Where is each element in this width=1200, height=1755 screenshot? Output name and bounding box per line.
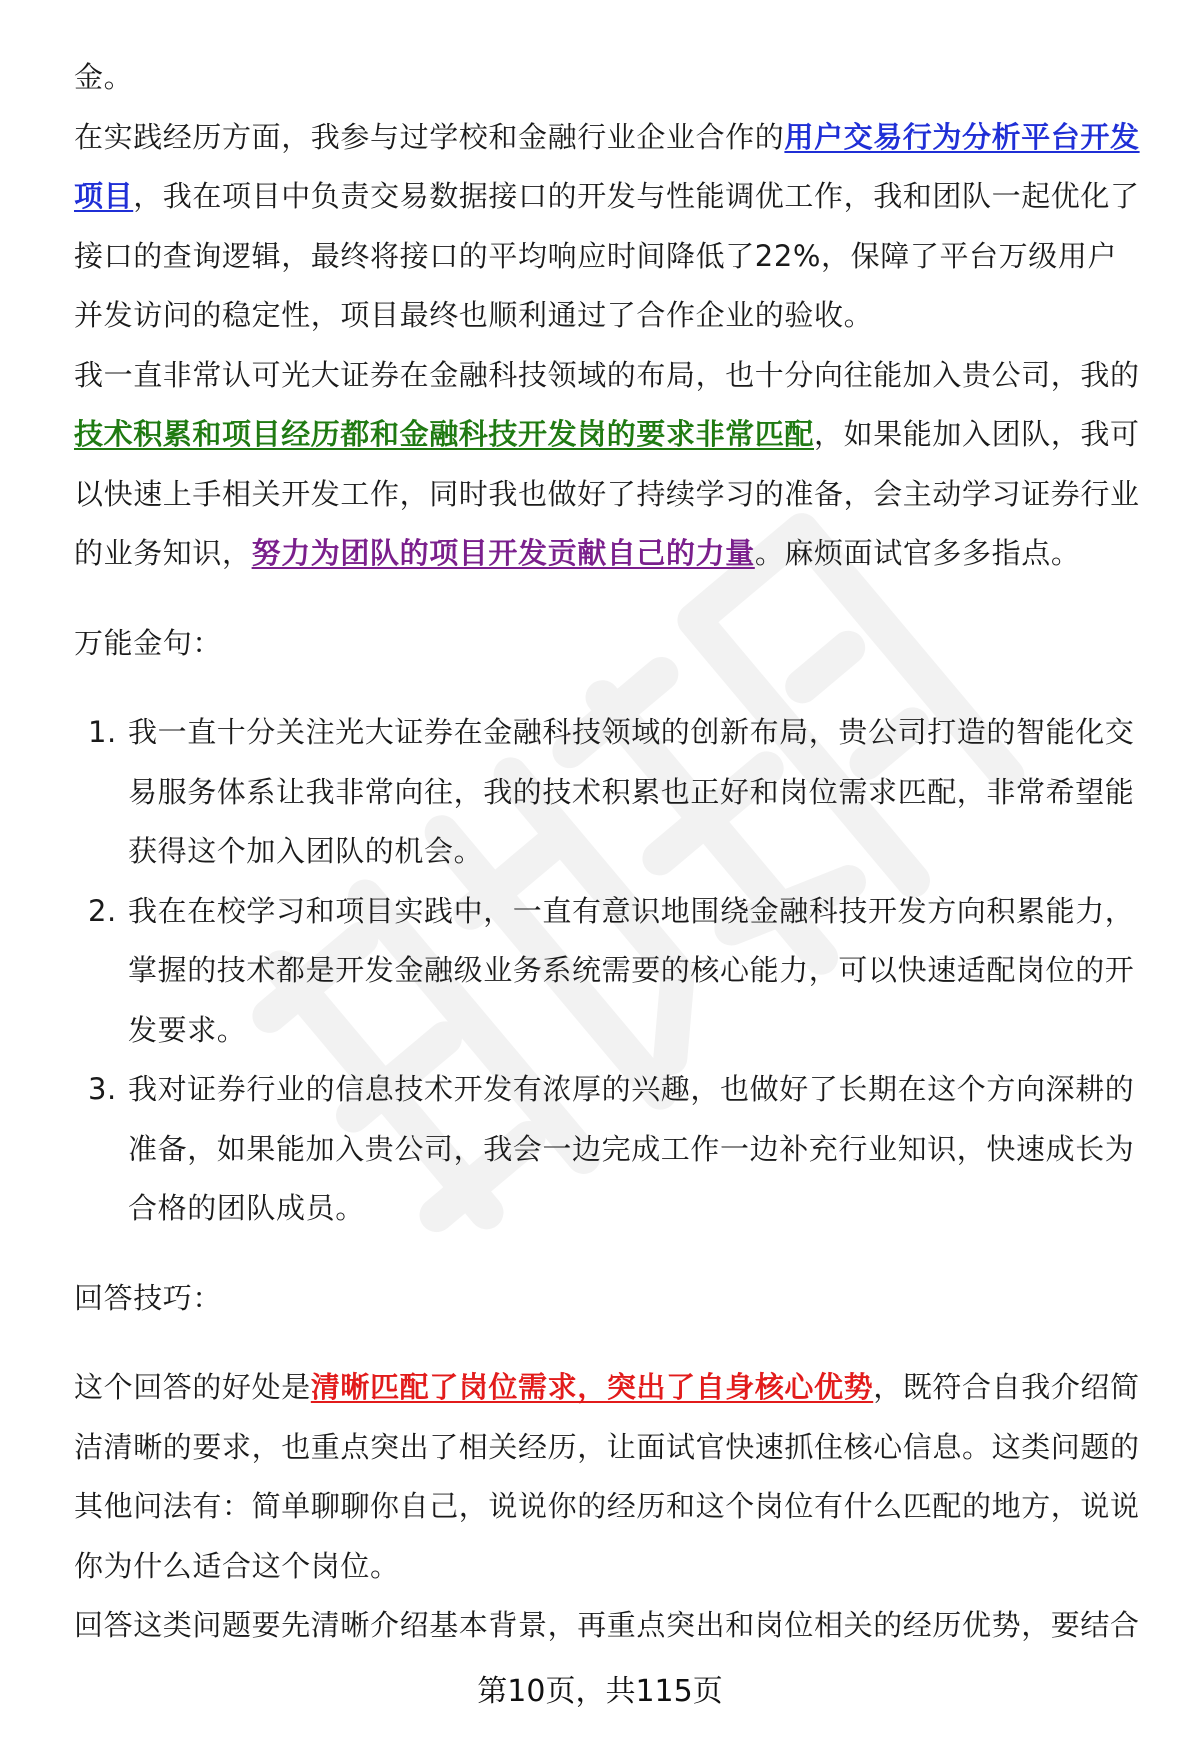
- paragraph-motivation: 我一直非常认可光大证券在金融科技领域的布局，也十分向往能加入贵公司，我的技术积累和项目经历都和金融科技开发岗的要求非常匹配，如果能加入团队，我可以快速上手相关开发工作，同时我也做好了持续学习的准备，会主动学习证券行业的业务知识，努力为团队的项目开发贡献自己的力量。麻烦面试官多多指点。: [74, 357, 1140, 570]
- list-item: 1. 我一直十分关注光大证券在金融科技领域的创新布局，贵公司打造的智能化交易服务体系让我非常向往，我的技术积累也正好和岗位需求匹配，非常希望能获得这个加入团队的机会。: [88, 715, 1135, 868]
- list-item: 3. 我对证券行业的信息技术开发有浓厚的兴趣，也做好了长期在这个方向深耕的准备，如果能加入贵公司，我会一边完成工作一边补充行业知识，快速成长为合格的团队成员。: [88, 1072, 1135, 1225]
- golden-sentences-list: [74, 703, 1146, 1239]
- list-item: 2. 我在在校学习和项目实践中，一直有意识地围绕金融科技开发方向积累能力，掌握的技术都是开发金融级业务系统需要的核心能力，可以快速适配岗位的开发要求。: [88, 893, 1135, 1047]
- paragraph-intro-fragment: 金。: [74, 60, 134, 94]
- paragraph-tips-continued: 回答这类问题要先清晰介绍基本背景，再重点突出和岗位相关的经历优势，要结合: [74, 1608, 1140, 1642]
- answer-tips-heading: 回答技巧：: [74, 1280, 223, 1315]
- paragraph-tips: 这个回答的好处是清晰匹配了岗位需求，突出了自身核心优势，既符合自我介绍简洁清晰的要求，也重点突出了相关经历，让面试官快速抓住核心信息。这类问题的其他问法有：简单聊聊你自己，说说你的经历和这个岗位有什么匹配的地方，说说你为什么适合这个岗位。: [74, 1370, 1140, 1583]
- page-number: 第10页，共115页: [477, 1674, 723, 1709]
- paragraph-practice: 在实践经历方面，我参与过学校和金融行业企业合作的用户交易行为分析平台开发项目，我在项目中负责交易数据接口的开发与性能调优工作，我和团队一起优化了接口的查询逻辑，最终将接口的平均响应时间降低了22%，保障了平台万级用户并发访问的稳定性，项目最终也顺利通过了合作企业的验收。: [74, 119, 1140, 332]
- golden-sentences-heading: 万能金句：: [74, 625, 223, 660]
- document-body: [74, 48, 1146, 1656]
- highlight-core-advantage: 清晰匹配了岗位需求，突出了自身核心优势: [310, 1370, 874, 1404]
- highlight-project-name: 用户交易行为分析平台开发项目: [74, 119, 1140, 213]
- highlight-skill-match: 技术积累和项目经历都和金融科技开发岗的要求非常匹配: [74, 417, 815, 451]
- highlight-contribution: 努力为团队的项目开发贡献自己的力量: [251, 536, 755, 570]
